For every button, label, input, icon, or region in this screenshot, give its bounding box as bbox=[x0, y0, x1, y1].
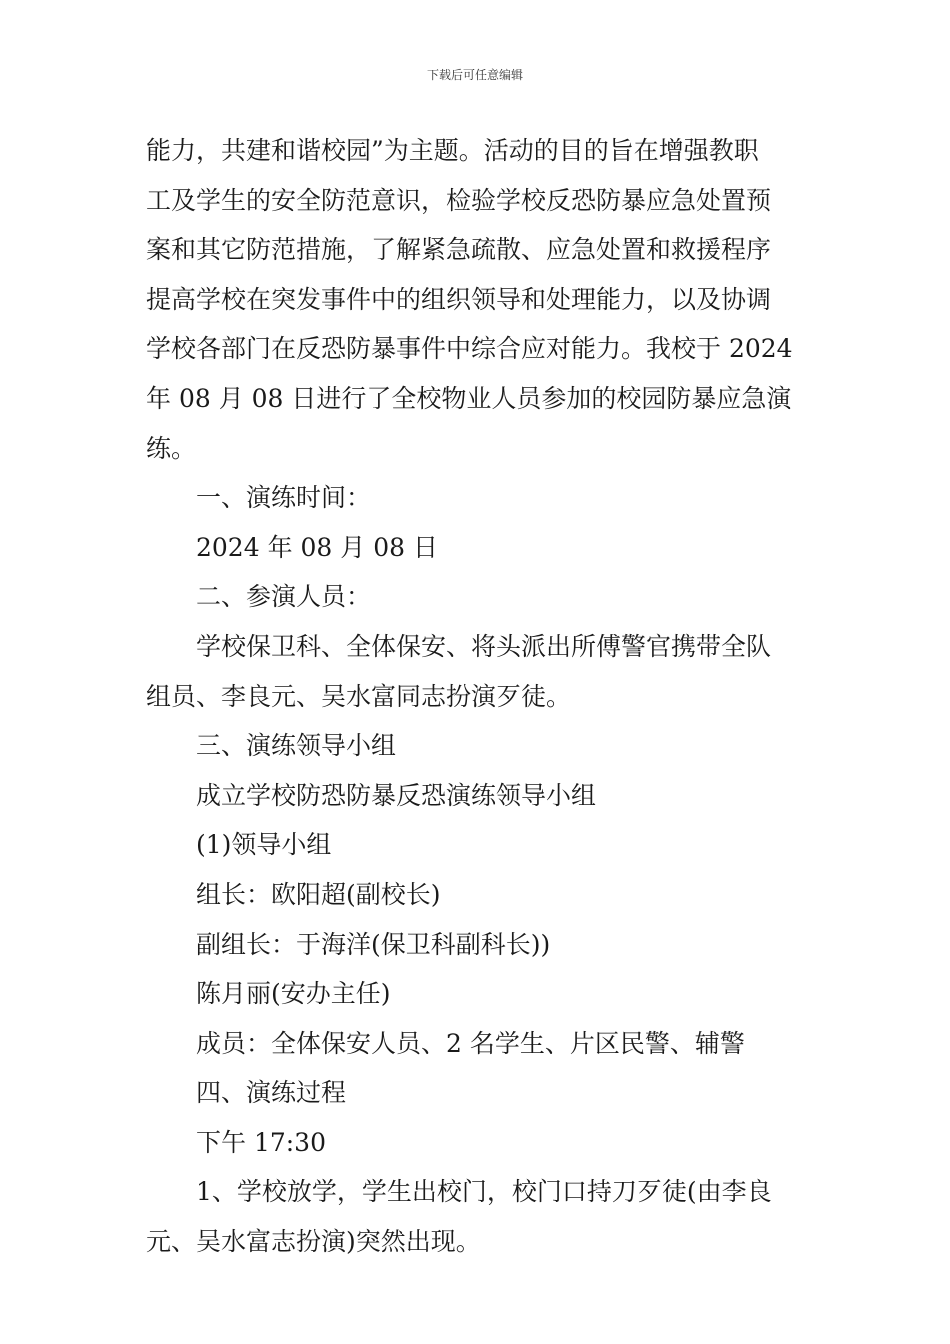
text-line: 组员、李良元、吴水富同志扮演歹徒。 bbox=[146, 681, 572, 711]
text-line: 四、演练过程 bbox=[196, 1078, 347, 1108]
text-line: (1)领导小组 bbox=[196, 830, 332, 860]
text-line: 1、学校放学，学生出校门，校门口持刀歹徒(由李良 bbox=[196, 1177, 772, 1207]
text-line: 元、吴水富志扮演)突然出现。 bbox=[146, 1227, 481, 1257]
text-line: 年 08 月 08 日进行了全校物业人员参加的校园防暴应急演练。 bbox=[146, 383, 792, 463]
text-line: 成员：全体保安人员、2 名学生、片区民警、辅警 bbox=[196, 1028, 745, 1058]
text-line: 二、参演人员： bbox=[196, 582, 372, 612]
text-line: 能力，共建和谐校园”为主题。活动的目的旨在增强教职 bbox=[146, 136, 759, 165]
document-body bbox=[146, 126, 826, 1267]
page-header: 下载后可任意编辑 bbox=[426, 68, 523, 82]
text-line: 提高学校在突发事件中的组织领导和处理能力，以及协调 bbox=[146, 284, 772, 314]
text-line: 三、演练领导小组 bbox=[196, 731, 397, 761]
text-line: 副组长：于海洋(保卫科副科长)) bbox=[196, 929, 551, 959]
text-line: 成立学校防恐防暴反恐演练领导小组 bbox=[196, 780, 597, 810]
text-line: 组长：欧阳超(副校长) bbox=[196, 879, 441, 909]
text-line: 2024 年 08 月 08 日 bbox=[196, 532, 438, 562]
text-line: 下午 17:30 bbox=[196, 1127, 326, 1157]
text-line: 工及学生的安全防范意识，检验学校反恐防暴应急处置预 bbox=[146, 185, 772, 215]
text-line: 案和其它防范措施，了解紧急疏散、应急处置和救援程序 bbox=[146, 235, 772, 265]
text-line: 学校保卫科、全体保安、将头派出所傅警官携带全队 bbox=[196, 631, 772, 661]
text-line: 学校各部门在反恐防暴事件中综合应对能力。我校于 2024 bbox=[146, 334, 793, 364]
text-line: 一、演练时间： bbox=[196, 483, 372, 513]
text-line: 陈月丽(安办主任) bbox=[196, 979, 391, 1009]
